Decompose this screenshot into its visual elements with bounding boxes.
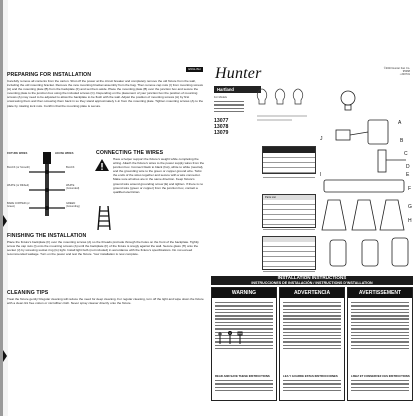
warning-header-en: WARNING — [212, 288, 276, 298]
finishing-text: Place the fixture's backplate (F) over the mounting screws (A) so the threads protrude through the holes on the front of the backplate. Tightly screw the cap nuts (I) onto the mounting screws (A) until the backplate (F) of the fixture is snugly against the wall. Secure glass (H) onto the socket (J) by screwing socket ring (G) tight. Install light bulb (not included) in accordance with the fixture's specifications. Do not exceed recommended wattage. Turn on the power and test the fixture. Your installation is now complete. — [7, 240, 199, 257]
install-title-en: INSTALLATION INSTRUCTIONS — [277, 275, 347, 281]
cleaning-text: Treat the fixture gently! Regular cleaning will reduce the need for deep cleaning. For regular cleaning, turn off the light and wipe down the fixture with a clean lint free cotton or microfiber cloth. Never spray cleaner directly onto the fixture. — [7, 297, 204, 306]
wire-label-green-house: GREEN (Grounding) — [66, 202, 80, 208]
diagram-letter-e: E — [406, 172, 410, 178]
model-number: 13077 — [214, 118, 229, 124]
specs-box — [262, 146, 316, 174]
cleaning-title: CLEANING TIPS — [7, 290, 49, 296]
diagram-letter-a: A — [398, 120, 402, 126]
wire-label-black-house: BLACK — [66, 166, 75, 169]
diagram-letter-i: I — [320, 172, 322, 178]
connecting-title: CONNECTING THE WIRES — [96, 150, 164, 156]
wire-label-black-fixture: BLACK (or Smooth) — [7, 166, 30, 169]
installation-instructions-banner — [211, 276, 413, 285]
preparing-text: Carefully remove all contents from the carton. Shut off the power at the circuit breaker and completely remove the old fixture from the wall, including the old mounting bracket. Remove the new mounting bracket assembly from the bag. Then remove cap nuts (I) from mounting screws (A) and the mounting plate (B) from the backplate (F) and set them aside. Place the mounting plate (B) over the junction box and secure the mounting plate to the junction box using the included screws (C). Depending on the placement of your junction box the position of mounting screws (A) may need to be adjusted to allow the backplate to be flush with the wall. Adjust the position of mounting screws (A) by first unscrewing them and then screwing them back in so they stand approximately 1-in from the mounting plate. Tighten mounting screws (A) to the plate by rotating lock nuts. Confirm that the mounting plate is secure. — [7, 79, 204, 108]
wire-label-white-house: WHITE (Grounded) — [66, 184, 80, 190]
warning-text-lines-es — [283, 302, 341, 351]
warning-footer-es: LEA Y GUARDE ESTAS INSTRUCCIONES — [283, 374, 338, 378]
model-numbers — [214, 118, 228, 136]
diagram-letter-h: H — [408, 218, 412, 224]
model-name-box: Hartland — [214, 86, 261, 93]
warning-header-es: ADVERTENCIA — [280, 288, 344, 298]
tools-icons — [216, 330, 272, 346]
warning-footer-en: READ AND SAVE THESE INSTRUCTIONS — [215, 374, 270, 378]
house-wires-label: HOUSE WIRES — [55, 152, 74, 155]
wire-label-copper-fixture: BARE COPPER (or Green) — [7, 202, 30, 208]
diagram-letter-c: C — [404, 151, 408, 157]
parts-table-2 — [262, 236, 316, 270]
finishing-title: FINISHING THE INSTALLATION — [7, 233, 87, 239]
install-title-es-fr: INSTRUCCIONES DE INSTALACIÓN / INSTRUCTIONS D'INSTALLATION — [251, 280, 373, 285]
model-note-lines — [214, 101, 244, 114]
for-models-label: For Models — [214, 96, 227, 99]
connecting-text: Have a helper support the fixture's weight while completing the wiring. Attach the fixture's wires to the power supply wires from the junction box. Connect black to black (hot), white to white (neutral), and the grounding wire to the green or copper ground wire. Twist the ends of the wires together and secure with a wire connector. Make sure all wires are in the same direction. Keep fixture's ground wire around grounding screw (E) and tighten. If there is no ground wire (green or copper) from the junction box, contact a qualified electrician. — [113, 157, 205, 194]
model-number: 13078 — [214, 124, 229, 130]
language-tag: ENGLISH — [186, 67, 203, 72]
warning-box-es — [279, 287, 345, 401]
ladder-icon — [96, 205, 114, 231]
warning-header-fr: AVERTISSEMENT — [348, 288, 412, 298]
fixture-exploded-diagram — [318, 80, 414, 280]
hunter-logo: Hunter — [215, 65, 262, 82]
parts-table-title: Parts List — [263, 195, 315, 200]
warning-text-lines-fr — [351, 302, 409, 351]
bulb-diagram — [252, 86, 312, 126]
diagram-letter-j: J — [320, 136, 323, 142]
parts-table — [262, 194, 316, 228]
diagram-letter-b: B — [400, 138, 404, 144]
warning-triangle-icon — [94, 158, 110, 172]
fixture-wires-label: FIXTURE WIRES — [7, 152, 28, 155]
wire-label-white-fixture: WHITE (or Ribbed) — [7, 184, 30, 187]
doc-code: ©2023 Hunter Fan Co. 95368 • 200731 — [383, 67, 410, 76]
diagram-letter-f: F — [408, 186, 412, 192]
diagram-letter-g: G — [408, 204, 412, 210]
model-number: 13079 — [214, 130, 229, 136]
diagram-letter-d: D — [406, 164, 410, 170]
warning-box-fr — [347, 287, 413, 401]
warning-footer-fr: LISEZ ET CONSERVEZ CES INSTRUCTIONS — [351, 374, 410, 378]
preparing-title: PREPARING FOR INSTALLATION — [7, 72, 92, 78]
